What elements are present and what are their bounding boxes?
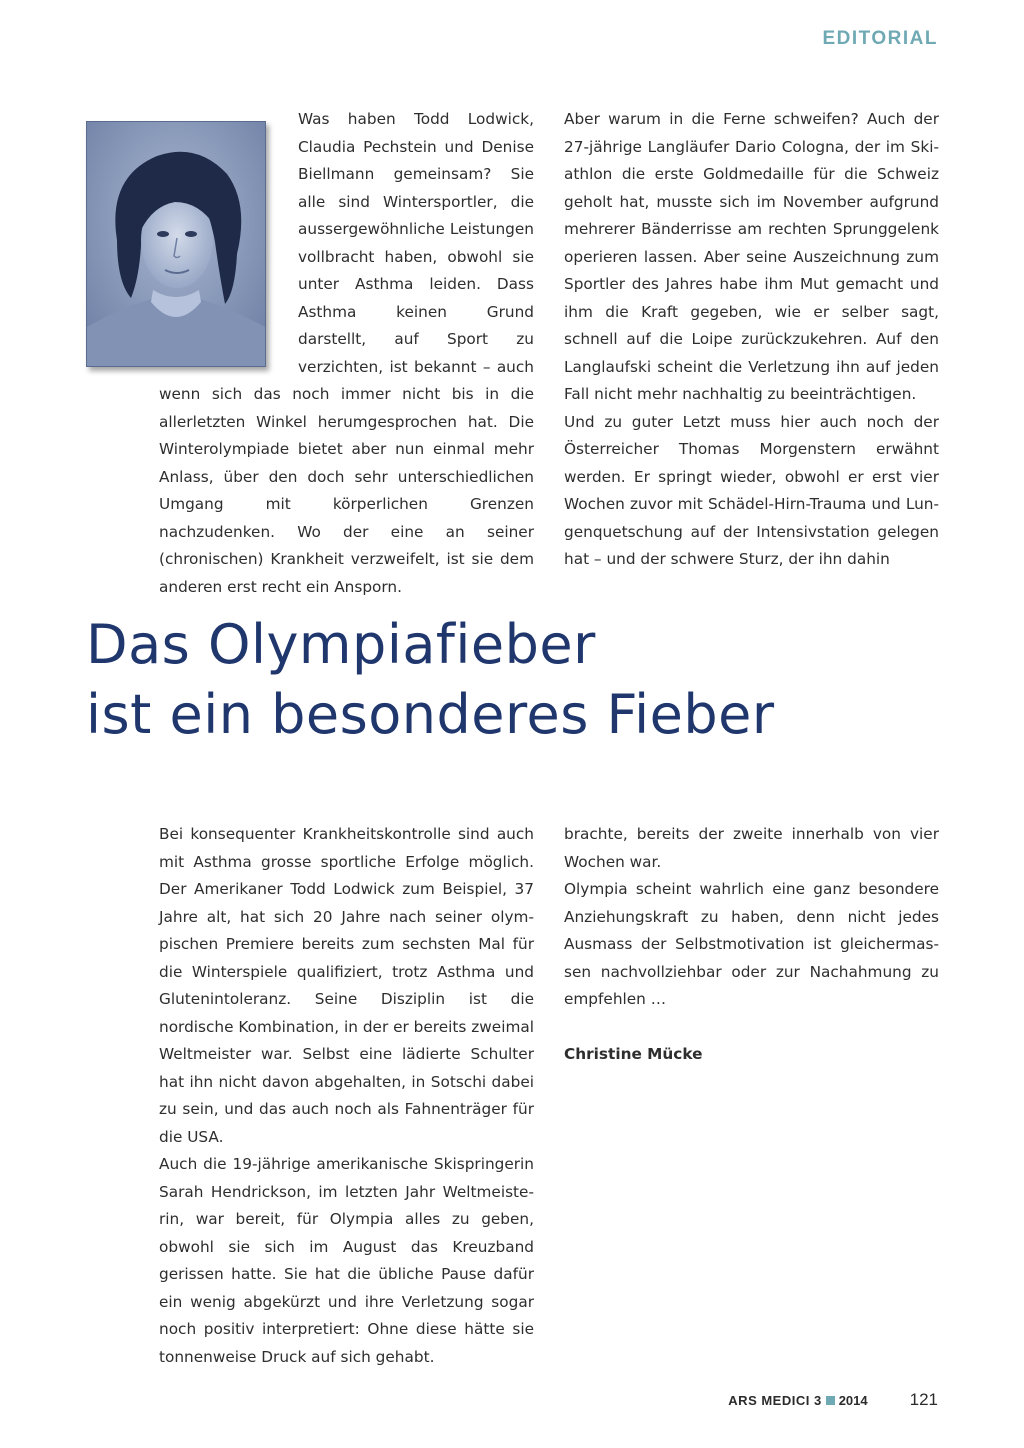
page-title-line: Das Olympiafieber — [86, 613, 596, 676]
page-number: 121 — [909, 1390, 938, 1409]
intro-left-column — [159, 106, 534, 601]
body-right-column — [564, 821, 939, 1068]
issue-year: 2014 — [838, 1392, 868, 1408]
author-name: Christine Mücke — [564, 1044, 703, 1063]
body-left-column — [159, 821, 534, 1371]
page-title — [86, 610, 775, 750]
magazine-name: ARS MEDICI 3 — [728, 1392, 822, 1408]
intro-paragraph: Aber warum in die Ferne schweifen? Auch der 27-jährige Langläufer Dario Cologna, der im Skiathlon die erste Goldmedaille für die Schweiz geholt hat, musste sich im November aufgrund mehrerer Bänderrisse am rechten Sprunggelenk operieren lassen. Aber seine Auszeichnung zum Sportler des Jahres habe ihm Mut gemacht und ihm die Kraft gegeben, wie er selber sagt, schnell auf die Loipe zurückzukehren. Auf den Langlaufski scheint die Verletzung ihn auf jeden Fall nicht mehr nachhaltig zu beeinträchtigen. — [564, 110, 939, 403]
page-title-line: ist ein besonderes Fieber — [86, 683, 775, 746]
body-paragraph: Olympia scheint wahrlich eine ganz besondere Anziehungskraft zu haben, denn nicht jedes Ausmass der Selbstmotivation ist gleichermassen nachvollziehbar oder zur Nachahmung zu empfehlen … — [564, 880, 939, 1008]
body-paragraph: brachte, bereits der zweite innerhalb von vier Wochen war. — [564, 825, 939, 871]
intro-right-column — [564, 106, 939, 574]
section-label: EDITORIAL — [822, 28, 938, 49]
page-footer — [728, 1390, 938, 1410]
square-separator-icon — [826, 1396, 835, 1405]
body-paragraph: Bei konsequenter Krankheitskontrolle sind auch mit Asthma grosse sportliche Erfolge möglich. Der Amerikaner Todd Lodwick zum Beispiel, 37 Jahre alt, hat sich 20 Jahre nach seiner olympischen Premiere bereits zum sechsten Mal für die Winterspiele qualifiziert, trotz Asthma und Glutenintoleranz. Seine Disziplin ist die nordische Kombination, in der er bereits zweimal Weltmeister war. Selbst eine lädierte Schulter hat ihn nicht davon abgehalten, in Sotschi dabei zu sein, und das auch noch als Fahnenträger für die USA. — [159, 825, 534, 1146]
author-photo — [86, 121, 266, 367]
intro-paragraph: Und zu guter Letzt muss hier auch noch der Österreicher Thomas Morgenstern erwähnt werden. Er springt wieder, obwohl er erst vier Wochen zuvor mit Schädel-Hirn-Trauma und Lungenquetschung auf der Intensivstation gelegen hat – und der schwere Sturz, der ihn dahin — [564, 412, 939, 568]
intro-paragraph: Was haben Todd Lodwick, Claudia Pechstein und Denise Biellmann gemeinsam? Sie alle sind Wintersportler, die aussergewöhnliche Leistungen vollbracht haben, obwohl sie unter Asthma leiden. Dass Asthma keinen Grund darstellt, auf Sport zu verzichten, ist bekannt – auch wenn sich das noch immer nicht bis in die allerletzten Winkel herumgesprochen hat. Die Winterolympiade bietet aber nun einmal mehr Anlass, über den doch sehr unterschiedlichen Umgang mit körperlichen Grenzen nachzudenken. Wo der eine an seiner (chronischen) Krankheit verzweifelt, ist sie dem anderen erst recht ein Ansporn. — [159, 110, 534, 596]
body-paragraph: Auch die 19-jährige amerikanische Skispringerin Sarah Hendrickson, im letzten Jahr Weltmeisterin, war bereit, für Olympia alles zu geben, obwohl sie sich im August das Kreuzband gerissen hatte. Sie hat die übliche Pause dafür ein wenig abgekürzt und ihre Verletzung sogar noch positiv interpretiert: Ohne diese hätte sie tonnenweise Druck auf sich gehabt. — [159, 1155, 534, 1366]
